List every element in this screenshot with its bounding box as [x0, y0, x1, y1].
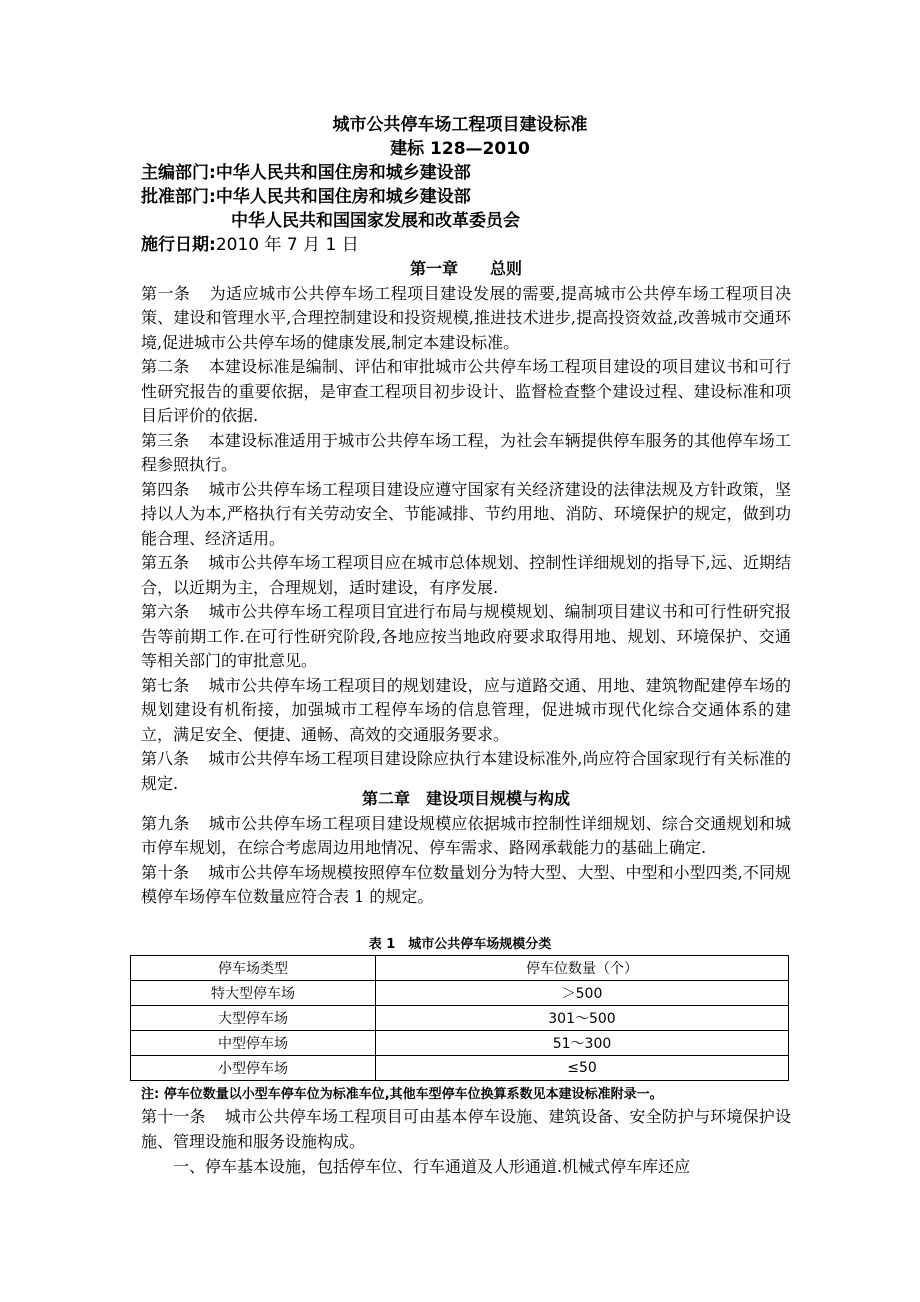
article-number: 第七条 [141, 675, 190, 695]
table-cell: 51～300 [376, 1031, 789, 1056]
article-number: 第十一条 [141, 1107, 206, 1126]
document-title: 城市公共停车场工程项目建设标准 [332, 115, 588, 135]
article-number: 第五条 [141, 553, 190, 572]
article-2 [141, 355, 791, 429]
article-text: 城市公共停车场工程项目可由基本停车设施、建筑设备、安全防护与环境保护设施、管理设施和服务设施构成。 [141, 1107, 791, 1151]
table-row [131, 1031, 789, 1056]
article-7 [141, 674, 791, 748]
article-11 [141, 1105, 791, 1154]
table-cell: 中型停车场 [131, 1031, 376, 1056]
table-header-row [131, 956, 789, 981]
article-number: 第三条 [141, 430, 190, 450]
table-row [131, 981, 789, 1006]
chapter-1-heading: 第一章 总则 [409, 259, 522, 278]
standard-code: 建标 128—2010 [390, 139, 530, 159]
article-number: 第二条 [141, 357, 190, 376]
article-5 [141, 551, 791, 600]
table-cell: 大型停车场 [131, 1006, 376, 1031]
approver-value-2: 中华人民共和国国家发展和改革委员会 [231, 211, 520, 231]
approver-label: 批准部门: [141, 187, 216, 207]
date-label: 施行日期: [141, 235, 216, 255]
table-cell: 301～500 [376, 1006, 789, 1031]
date-line [141, 233, 359, 257]
table-caption: 表 1 城市公共停车场规模分类 [368, 937, 552, 952]
article-text: 城市公共停车场工程项目建设规模应依据城市控制性详细规划、综合交通规划和城市停车规划，在综合考虑周边用地情况、停车需求、路网承载能力的基础上确定. [141, 813, 791, 857]
article-text: 城市公共停车场工程项目建设应遵守国家有关经济建设的法律法规及方针政策，坚持以人为本,严格执行有关劳动安全、节能减排、节约用地、消防、环境保护的规定，做到功能合理、经济适用。 [141, 479, 791, 548]
article-text: 城市公共停车场规模按照停车位数量划分为特大型、大型、中型和小型四类,不同规模停车场停车位数量应符合表 1 的规定。 [141, 862, 791, 906]
article-text: 城市公共停车场工程项目的规划建设，应与道路交通、用地、建筑物配建停车场的规划建设有机衔接，加强城市工程停车场的信息管理，促进城市现代化综合交通体系的建立，满足安全、便捷、通畅、高效的交通服务要求。 [141, 675, 791, 744]
table-note: 注: 停车位数量以小型车停车位为标准车位,其他车型停车位换算系数见本建设标准附录一。 [141, 1087, 663, 1102]
table-cell: 特大型停车场 [131, 981, 376, 1006]
editor-value: 中华人民共和国住房和城乡建设部 [215, 163, 471, 183]
date-value: 2010 年 7 月 1 日 [215, 235, 359, 255]
chapter-1 [141, 257, 791, 796]
editor-label: 主编部门: [141, 163, 216, 183]
article-text: 城市公共停车场工程项目宜进行布局与规模规划、编制项目建议书和可行性研究报告等前期工作.在可行性研究阶段,各地应按当地政府要求取得用地、规划、环境保护、交通等相关部门的审批意见。 [141, 602, 791, 670]
article-6 [141, 600, 791, 674]
article-3 [141, 429, 791, 478]
article-number: 第八条 [141, 749, 190, 768]
article-9 [141, 812, 791, 861]
article-text: 城市公共停车场工程项目建设除应执行本建设标准外,尚应符合国家现行有关标准的规定. [141, 749, 791, 793]
article-10 [141, 861, 791, 910]
table-cell: 小型停车场 [131, 1056, 376, 1081]
item-1: 一、停车基本设施，包括停车位、行车通道及人形通道.机械式停车库还应 [173, 1157, 691, 1176]
article-text: 为适应城市公共停车场工程项目建设发展的需要,提高城市公共停车场工程项目决策、建设和管理水平,合理控制建设和投资规模,推进技术进步,提高投资效益,改善城市交通环境,促进城市公共停车场的健康发展,制定本建设标准。 [141, 283, 791, 352]
table-row [131, 1006, 789, 1031]
scale-table [130, 955, 789, 1081]
table-row [131, 1056, 789, 1081]
article-number: 第九条 [141, 813, 190, 833]
article-text: 本建设标准适用于城市公共停车场工程，为社会车辆提供停车服务的其他停车场工程参照执行。 [141, 430, 791, 474]
table-cell: ＞500 [376, 981, 789, 1006]
article-number: 第一条 [141, 283, 191, 303]
article-number: 第六条 [141, 602, 190, 621]
article-text: 本建设标准是编制、评估和审批城市公共停车场工程项目建设的项目建议书和可行性研究报告的重要依据，是审查工程项目初步设计、监督检查整个建设过程、建设标准和项目后评价的依据. [141, 357, 791, 425]
approver-value-1: 中华人民共和国住房和城乡建设部 [215, 187, 471, 207]
table-header-cell: 停车场类型 [131, 956, 376, 981]
approver-line [141, 185, 471, 209]
chapter-2 [141, 787, 791, 910]
article-number: 第四条 [141, 479, 190, 499]
table-header-cell: 停车位数量（个） [376, 956, 789, 981]
editor-line [141, 161, 471, 185]
article-number: 第十条 [141, 862, 190, 882]
chapter-2-heading: 第二章 建设项目规模与构成 [361, 789, 570, 808]
article-4 [141, 478, 791, 552]
article-text: 城市公共停车场工程项目应在城市总体规划、控制性详细规划的指导下,远、近期结合，以近期为主，合理规划，适时建设，有序发展. [141, 553, 791, 597]
article-1 [141, 282, 791, 356]
table-cell: ≤50 [376, 1056, 789, 1081]
